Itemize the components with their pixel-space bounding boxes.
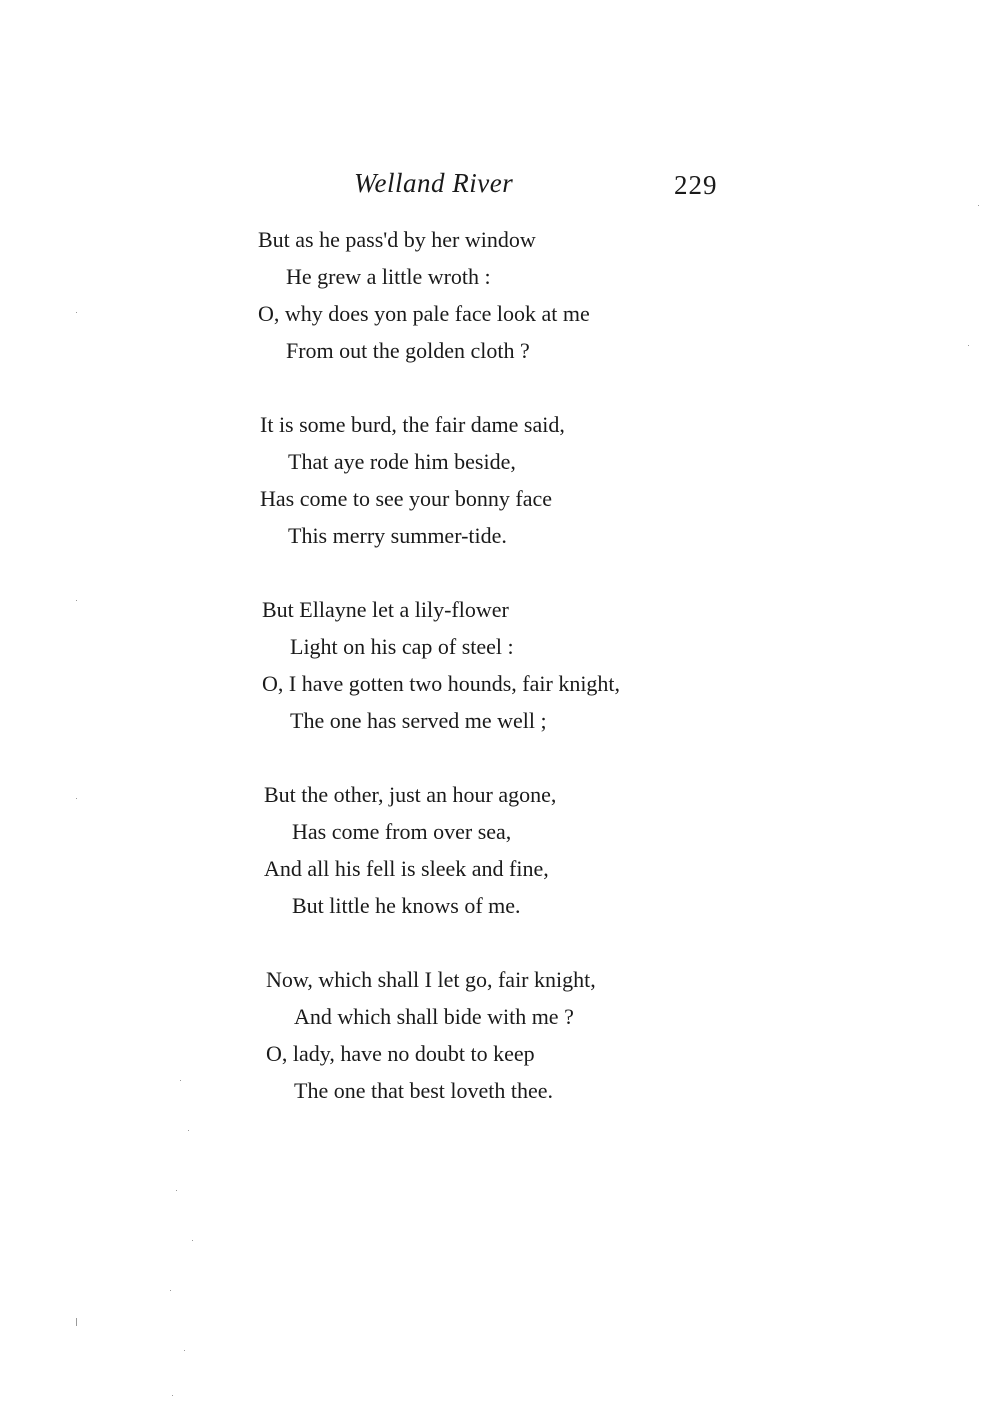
scan-speck xyxy=(176,1190,177,1191)
stanza-4 xyxy=(264,776,744,924)
stanza-1 xyxy=(258,221,738,369)
poem-line: That aye rode him beside, xyxy=(288,449,516,474)
poem-line: He grew a little wroth : xyxy=(286,264,491,289)
poem-line: But as he pass'd by her window xyxy=(258,227,536,252)
poem-line: It is some burd, the fair dame said, xyxy=(260,412,565,437)
page-number: 229 xyxy=(674,170,718,200)
poem-line: This merry summer-tide. xyxy=(288,523,507,548)
scan-speck xyxy=(170,1290,171,1291)
poem-line: Has come to see your bonny face xyxy=(260,486,553,511)
scan-speck xyxy=(76,600,77,601)
running-title: Welland River xyxy=(354,168,514,198)
stanza-3 xyxy=(262,591,742,739)
scan-speck xyxy=(76,312,77,313)
poem-line: But little he knows of me. xyxy=(292,893,521,918)
scan-speck xyxy=(180,1080,181,1081)
poem-line: But Ellayne let a lily-flower xyxy=(262,597,509,622)
poem-line: Now, which shall I let go, fair knight, xyxy=(266,967,596,992)
scan-speck xyxy=(76,1318,77,1326)
poem-line: Light on his cap of steel : xyxy=(290,634,514,659)
stanza-2 xyxy=(260,406,740,554)
poem-line: And all his fell is sleek and fine, xyxy=(264,856,549,881)
poem-line: O, I have gotten two hounds, fair knight, xyxy=(262,671,621,696)
poem-line: From out the golden cloth ? xyxy=(286,338,530,363)
poem-line: The one that best loveth thee. xyxy=(294,1078,554,1103)
stanza-5 xyxy=(266,961,746,1109)
poem-line: But the other, just an hour agone, xyxy=(264,782,557,807)
poem-line: O, lady, have no doubt to keep xyxy=(266,1041,535,1066)
poem-line: O, why does yon pale face look at me xyxy=(258,301,590,326)
scan-speck xyxy=(188,1130,189,1131)
scan-speck xyxy=(978,205,979,206)
poem-line: Has come from over sea, xyxy=(292,819,512,844)
poem-line: And which shall bide with me ? xyxy=(294,1004,574,1029)
scan-speck xyxy=(172,1395,173,1396)
scan-speck xyxy=(76,798,77,799)
scan-speck xyxy=(184,1350,185,1351)
scan-speck xyxy=(192,1240,193,1241)
scan-speck xyxy=(968,345,969,346)
poem-line: The one has served me well ; xyxy=(290,708,547,733)
